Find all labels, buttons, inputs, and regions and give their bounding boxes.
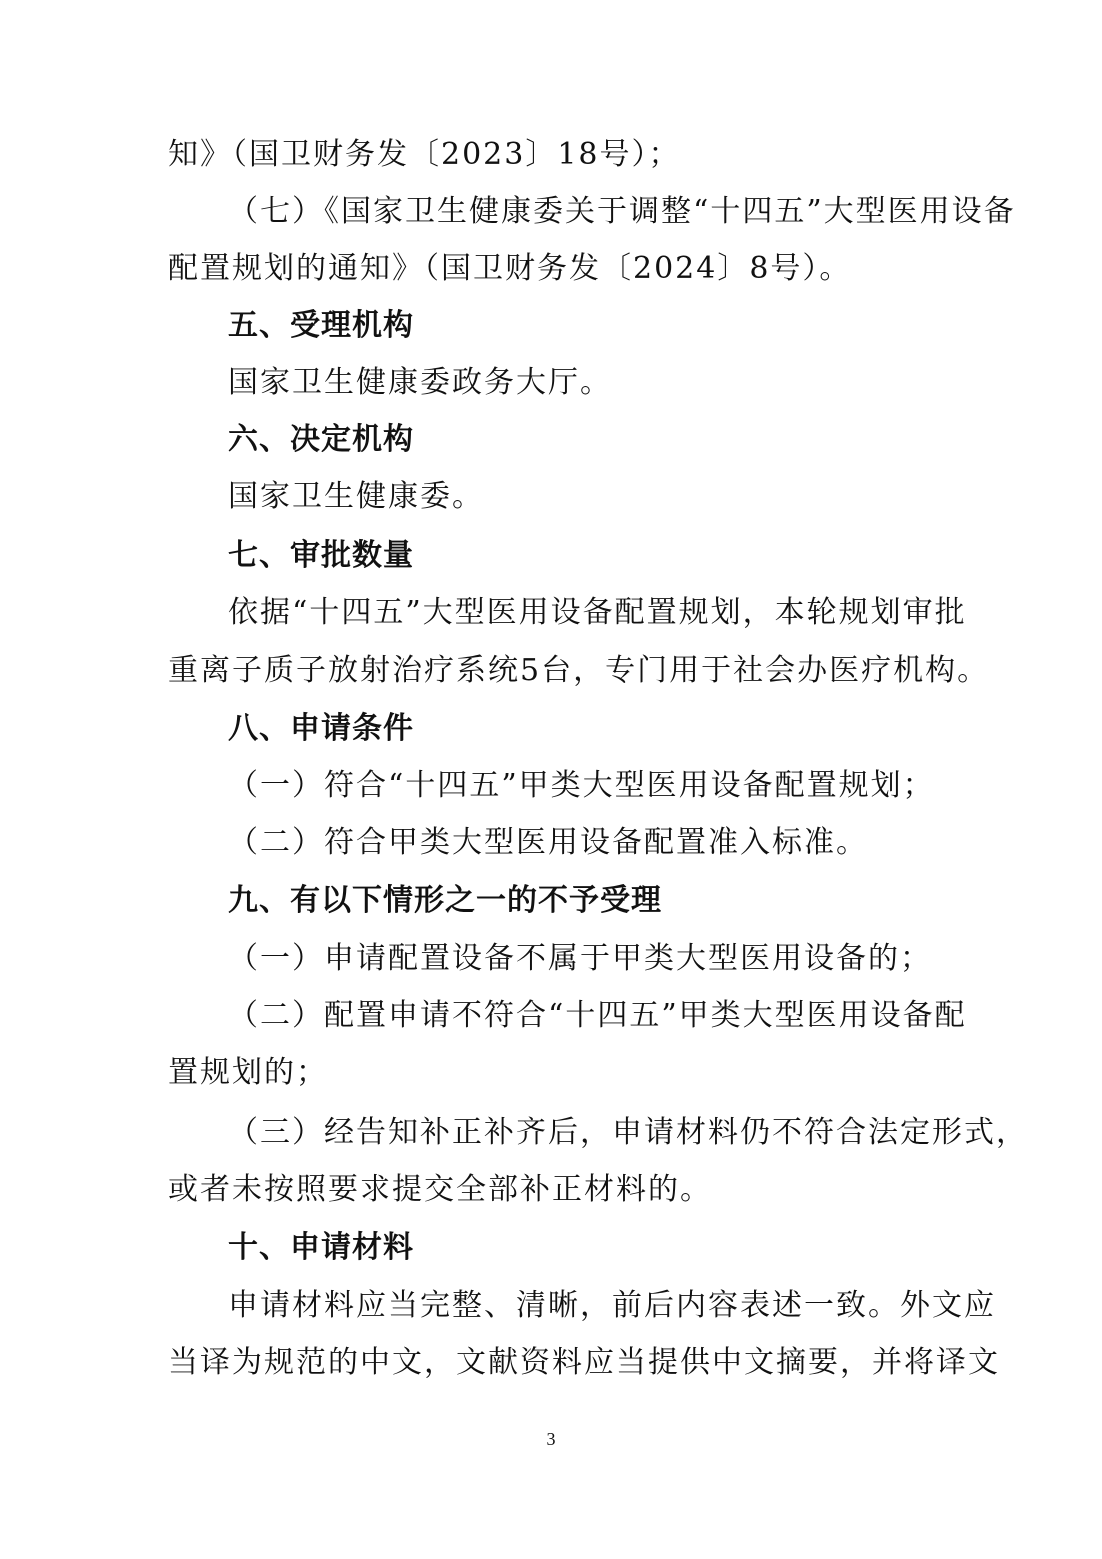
body-text-line: 国家卫生健康委政务大厅。	[228, 365, 612, 400]
section-heading: 七、审批数量	[228, 538, 414, 573]
body-text-line: 当译为规范的中文，文献资料应当提供中文摘要，并将译文	[168, 1345, 1000, 1380]
body-text-line: 知》（国卫财务发〔2023〕18号）；	[168, 137, 681, 172]
section-heading: 十、申请材料	[228, 1230, 414, 1265]
body-text-line: （一）符合“十四五”甲类大型医用设备配置规划；	[228, 768, 935, 803]
body-text-line: 置规划的；	[168, 1055, 328, 1090]
body-text-line: （七）《国家卫生健康委关于调整“十四五”大型医用设备	[228, 194, 1016, 229]
body-text-line: （二）符合甲类大型医用设备配置准入标准。	[228, 825, 868, 860]
body-text-line: 重离子质子放射治疗系统5台，专门用于社会办医疗机构。	[168, 653, 990, 688]
section-heading: 六、决定机构	[228, 422, 414, 457]
section-heading: 五、受理机构	[228, 308, 414, 343]
body-text-line: 配置规划的通知》（国卫财务发〔2024〕8号）。	[168, 251, 852, 286]
body-text-line: （三）经告知补正补齐后，申请材料仍不符合法定形式，	[228, 1115, 1028, 1150]
body-text-line: 或者未按照要求提交全部补正材料的。	[168, 1172, 712, 1207]
body-text-line: （二）配置申请不符合“十四五”甲类大型医用设备配	[228, 998, 967, 1033]
body-text-line: 申请材料应当完整、清晰，前后内容表述一致。外文应	[228, 1288, 996, 1323]
body-text-line: 依据“十四五”大型医用设备配置规划，本轮规划审批	[228, 595, 967, 630]
body-text-line: （一）申请配置设备不属于甲类大型医用设备的；	[228, 941, 932, 976]
section-heading: 九、有以下情形之一的不予受理	[228, 883, 662, 918]
body-text-line: 国家卫生健康委。	[228, 479, 484, 514]
section-heading: 八、申请条件	[228, 711, 414, 746]
page-number: 3	[546, 1429, 556, 1449]
